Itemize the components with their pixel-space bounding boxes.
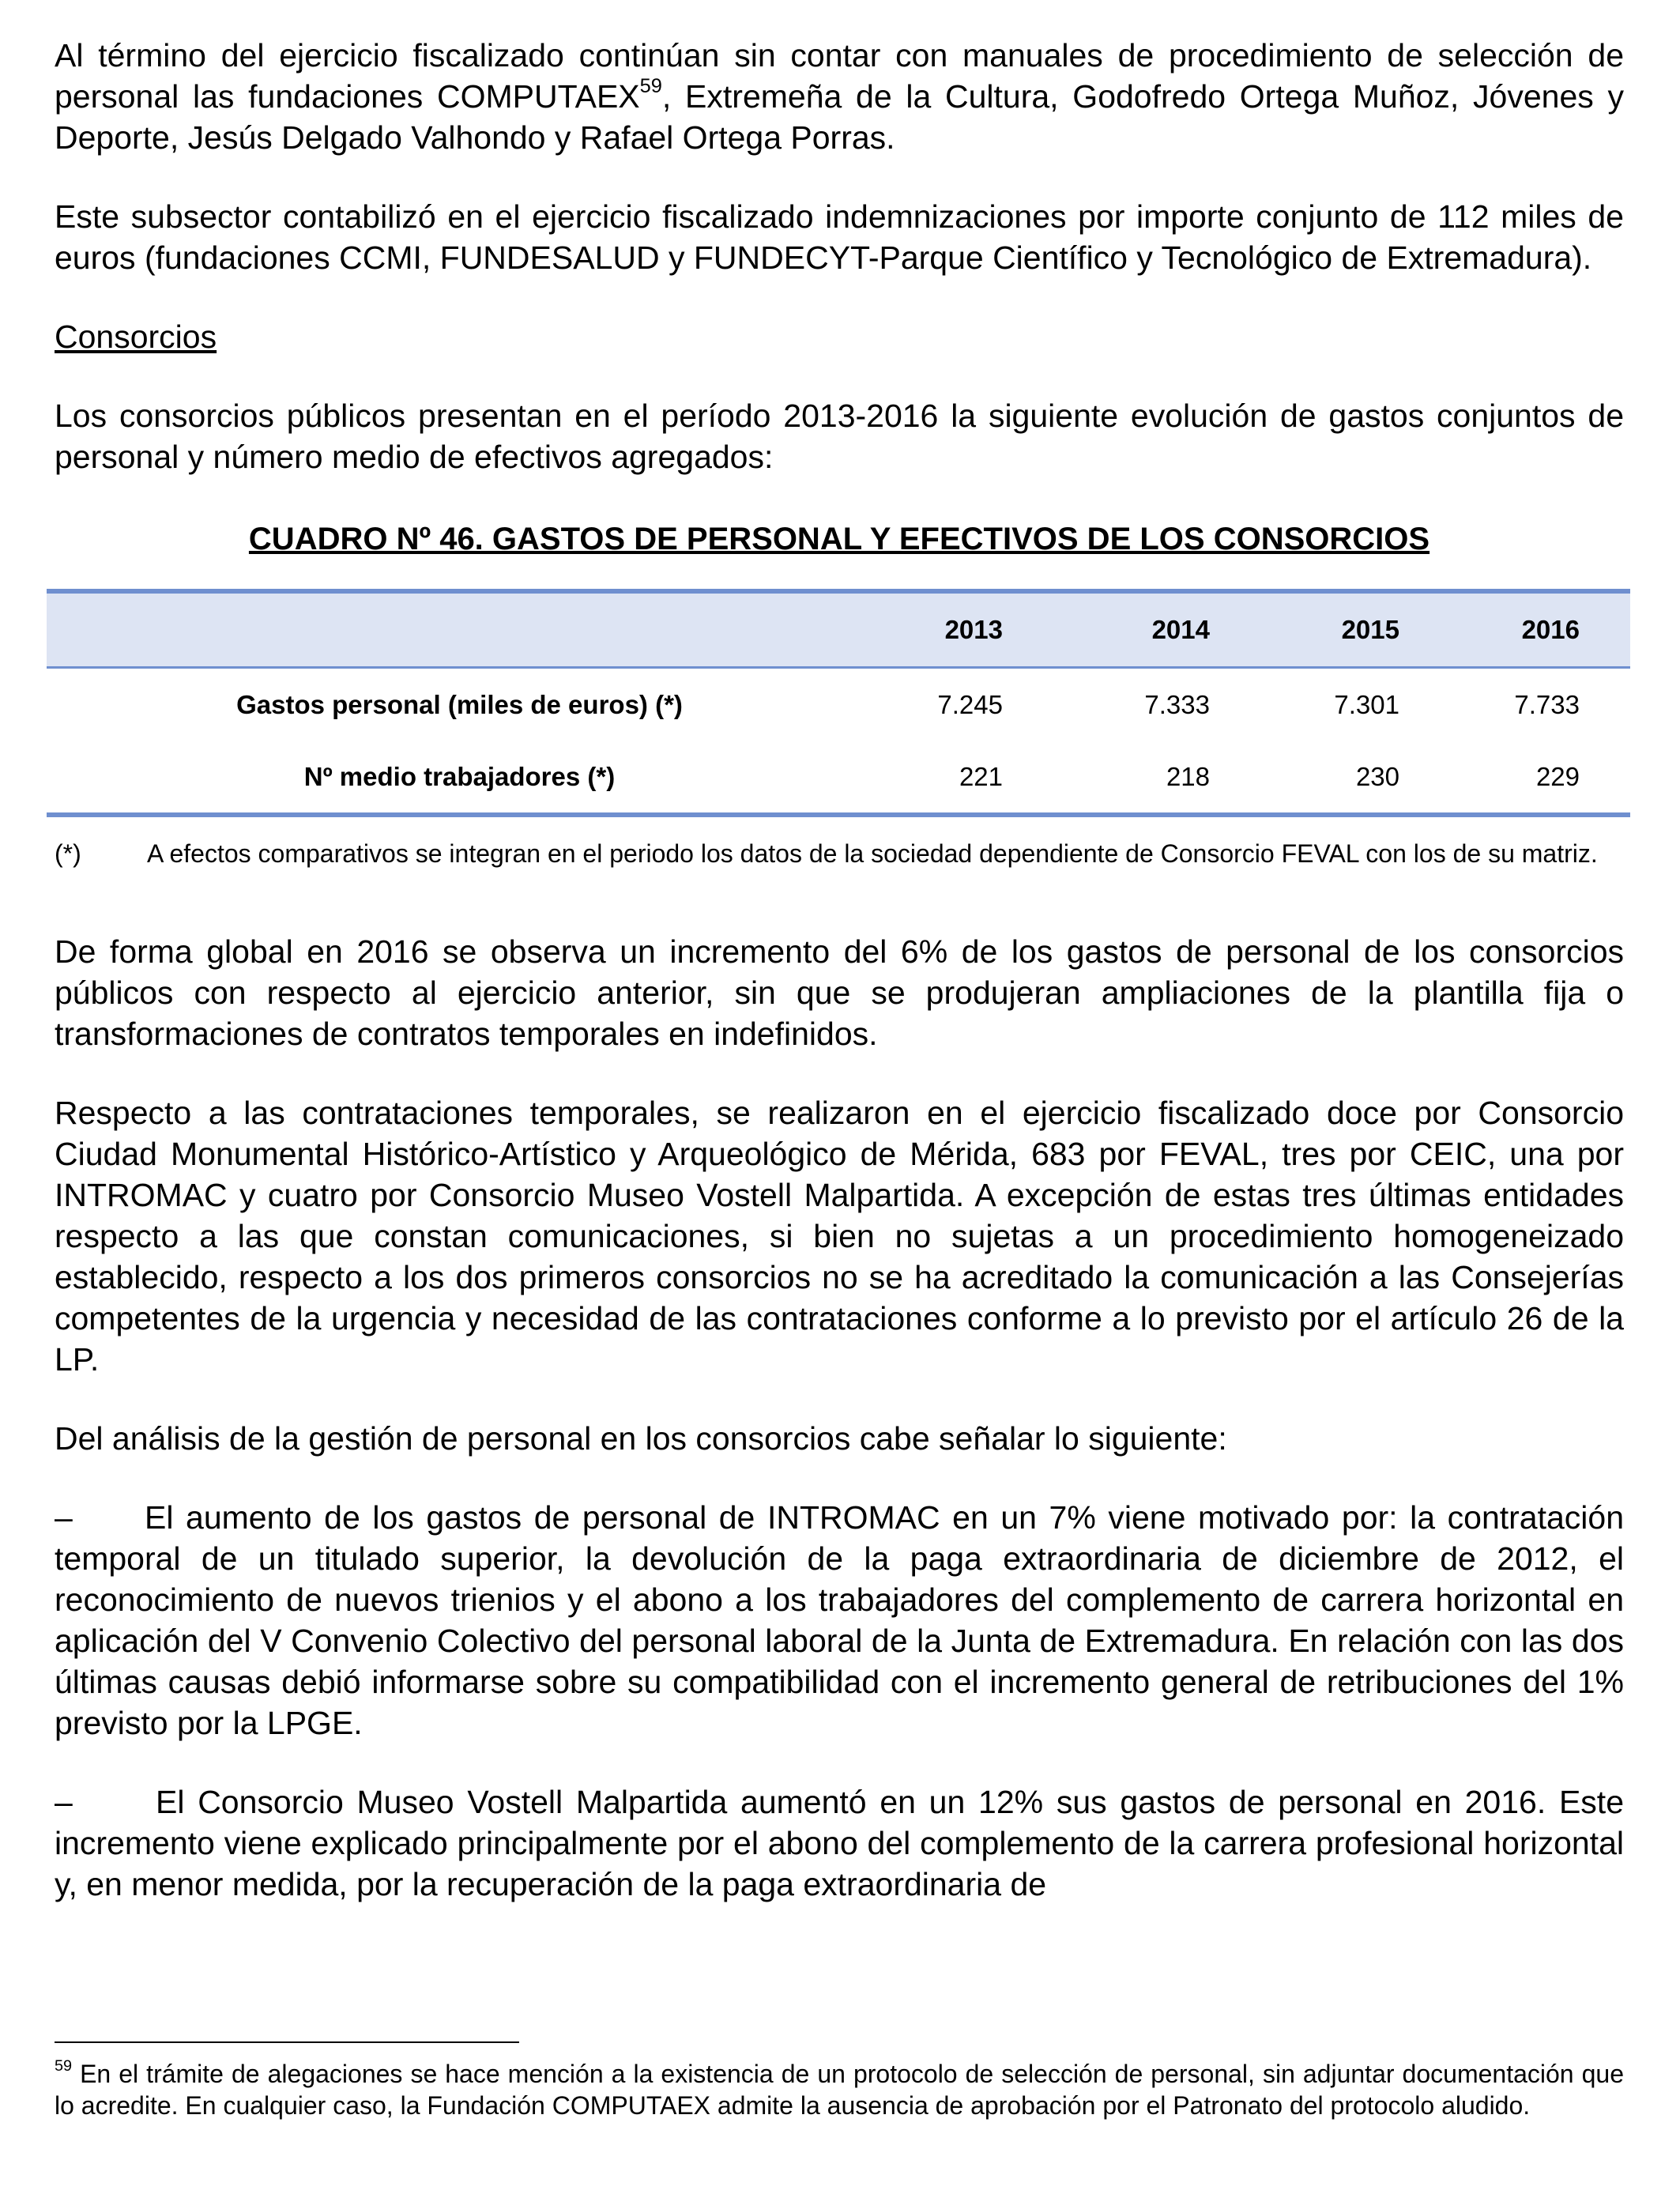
row-label: Nº medio trabajadores (*) — [47, 741, 872, 815]
table-note-mark: (*) — [55, 839, 81, 868]
table-note — [55, 838, 1624, 869]
paragraph-contrataciones-temporales: Respecto a las contrataciones temporales, se realizaron en el ejercicio fiscalizado doce por Consorcio Ciudad Monumental Histórico-Artístico y Arqueológico de Mérida, 683 por FEVAL, tres por CEIC, una por INTROMAC y cuatro por Consorcio Museo Vostell Malpartida. A excepción de estas tres últimas entidades respecto a las que constan comunicaciones, si bien no sujetas a un procedimiento homogeneizado establecido, respecto a los dos primeros consorcios no se ha acreditado la comunicación a las Consejerías competentes de la urgencia y necesidad de las contrataciones conforme a lo previsto por el artículo 26 de la LP. — [55, 1095, 1624, 1378]
table-note-text: A efectos comparativos se integran en el periodo los datos de la sociedad dependiente de Consorcio FEVAL con los de su matriz. — [147, 839, 1598, 868]
table-header-row — [47, 591, 1630, 668]
paragraph-fundaciones-manuales — [55, 35, 1624, 158]
list-item-intromac — [55, 1497, 1624, 1744]
dash-bullet: – — [55, 1784, 73, 1820]
cell-value: 7.245 — [937, 689, 1003, 719]
document-page — [55, 35, 1624, 1905]
cell-value: 229 — [1399, 741, 1580, 815]
dash-bullet: – — [55, 1499, 73, 1536]
list-item-text: El aumento de los gastos de personal de INTROMAC en un 7% viene motivado por: la contratación temporal de un titulado superior, la devolución de la paga extraordinaria de diciembre de 2012, el reconocimiento de nuevos trienios y el abono a los trabajadores del complemento de carrera horizontal en aplicación del V Convenio Colectivo del personal laboral de la Junta de Extremadura. En relación con las dos últimas causas debió informarse sobre su compatibilidad con el incremento general de retribuciones del 1% previsto por la LPGE. — [55, 1499, 1624, 1741]
header-year-2014: 2014 — [1003, 591, 1210, 668]
row-label: Gastos personal (miles de euros) (*) — [236, 689, 683, 719]
cell-value: 7.733 — [1514, 689, 1580, 719]
cell-value: 221 — [872, 741, 1003, 815]
footnote-separator — [55, 2041, 519, 2043]
paragraph-text: Al término del ejercicio fiscalizado continúan sin contar con manuales de procedimiento de selección de personal las fundaciones COMPUTAEX — [55, 37, 1624, 115]
header-label-cell — [47, 591, 872, 668]
header-year-2015: 2015 — [1210, 591, 1399, 668]
paragraph-incremento-global: De forma global en 2016 se observa un incremento del 6% de los gastos de personal de los consorcios públicos con respecto al ejercicio anterior, sin que se produjeran ampliaciones de la plantilla fija o transformaciones de contratos temporales en indefinidos. — [55, 933, 1624, 1052]
paragraph-analisis-gestion: Del análisis de la gestión de personal en los consorcios cabe señalar lo siguiente: — [55, 1420, 1227, 1457]
paragraph-indemnizaciones: Este subsector contabilizó en el ejercicio fiscalizado indemnizaciones por importe conjunto de 112 miles de euros (fundaciones CCMI, FUNDESALUD y FUNDECYT-Parque Científico y Tecnológico de Extremadura). — [55, 198, 1624, 276]
list-item-text: El Consorcio Museo Vostell Malpartida aumentó en un 12% sus gastos de personal en 2016. Este incremento viene explicado principalmente por el abono del complemento de la carrera profesional horizontal y, en menor medida, por la recuperación de la paga extraordinaria de — [55, 1784, 1624, 1902]
table-title: CUADRO Nº 46. GASTOS DE PERSONAL Y EFECTIVOS DE LOS CONSORCIOS — [248, 522, 1430, 556]
cell-value: 7.301 — [1334, 689, 1399, 719]
header-year-2016: 2016 — [1399, 591, 1580, 668]
list-item-vostell — [55, 1781, 1624, 1905]
paragraph-text: , Extremeña de la Cultura, Godofredo Ortega Muñoz, Jóvenes y Deporte, Jesús Delgado Valhondo y Rafael Ortega Porras. — [55, 78, 1624, 156]
paragraph-evolucion: Los consorcios públicos presentan en el período 2013-2016 la siguiente evolución de gastos conjuntos de personal y número medio de efectivos agregados: — [55, 398, 1624, 475]
cell-value: 7.333 — [1144, 689, 1210, 719]
cell-value: 230 — [1210, 741, 1399, 815]
table-row — [47, 668, 1630, 741]
section-heading-consorcios: Consorcios — [55, 319, 217, 355]
footnote-ref-59[interactable]: 59 — [639, 74, 662, 97]
cell-value: 218 — [1003, 741, 1210, 815]
personnel-table — [47, 589, 1630, 817]
header-year-2013: 2013 — [872, 591, 1003, 668]
footnote-number: 59 — [55, 2057, 73, 2075]
footnote-text: En el trámite de alegaciones se hace mención a la existencia de un protocolo de selección de personal, sin adjuntar documentación que lo acredite. En cualquier caso, la Fundación COMPUTAEX admite la ausencia de aprobación por el Patronato del protocolo aludido. — [55, 2060, 1624, 2120]
footnote-59 — [55, 2058, 1624, 2121]
table-row — [47, 741, 1630, 815]
